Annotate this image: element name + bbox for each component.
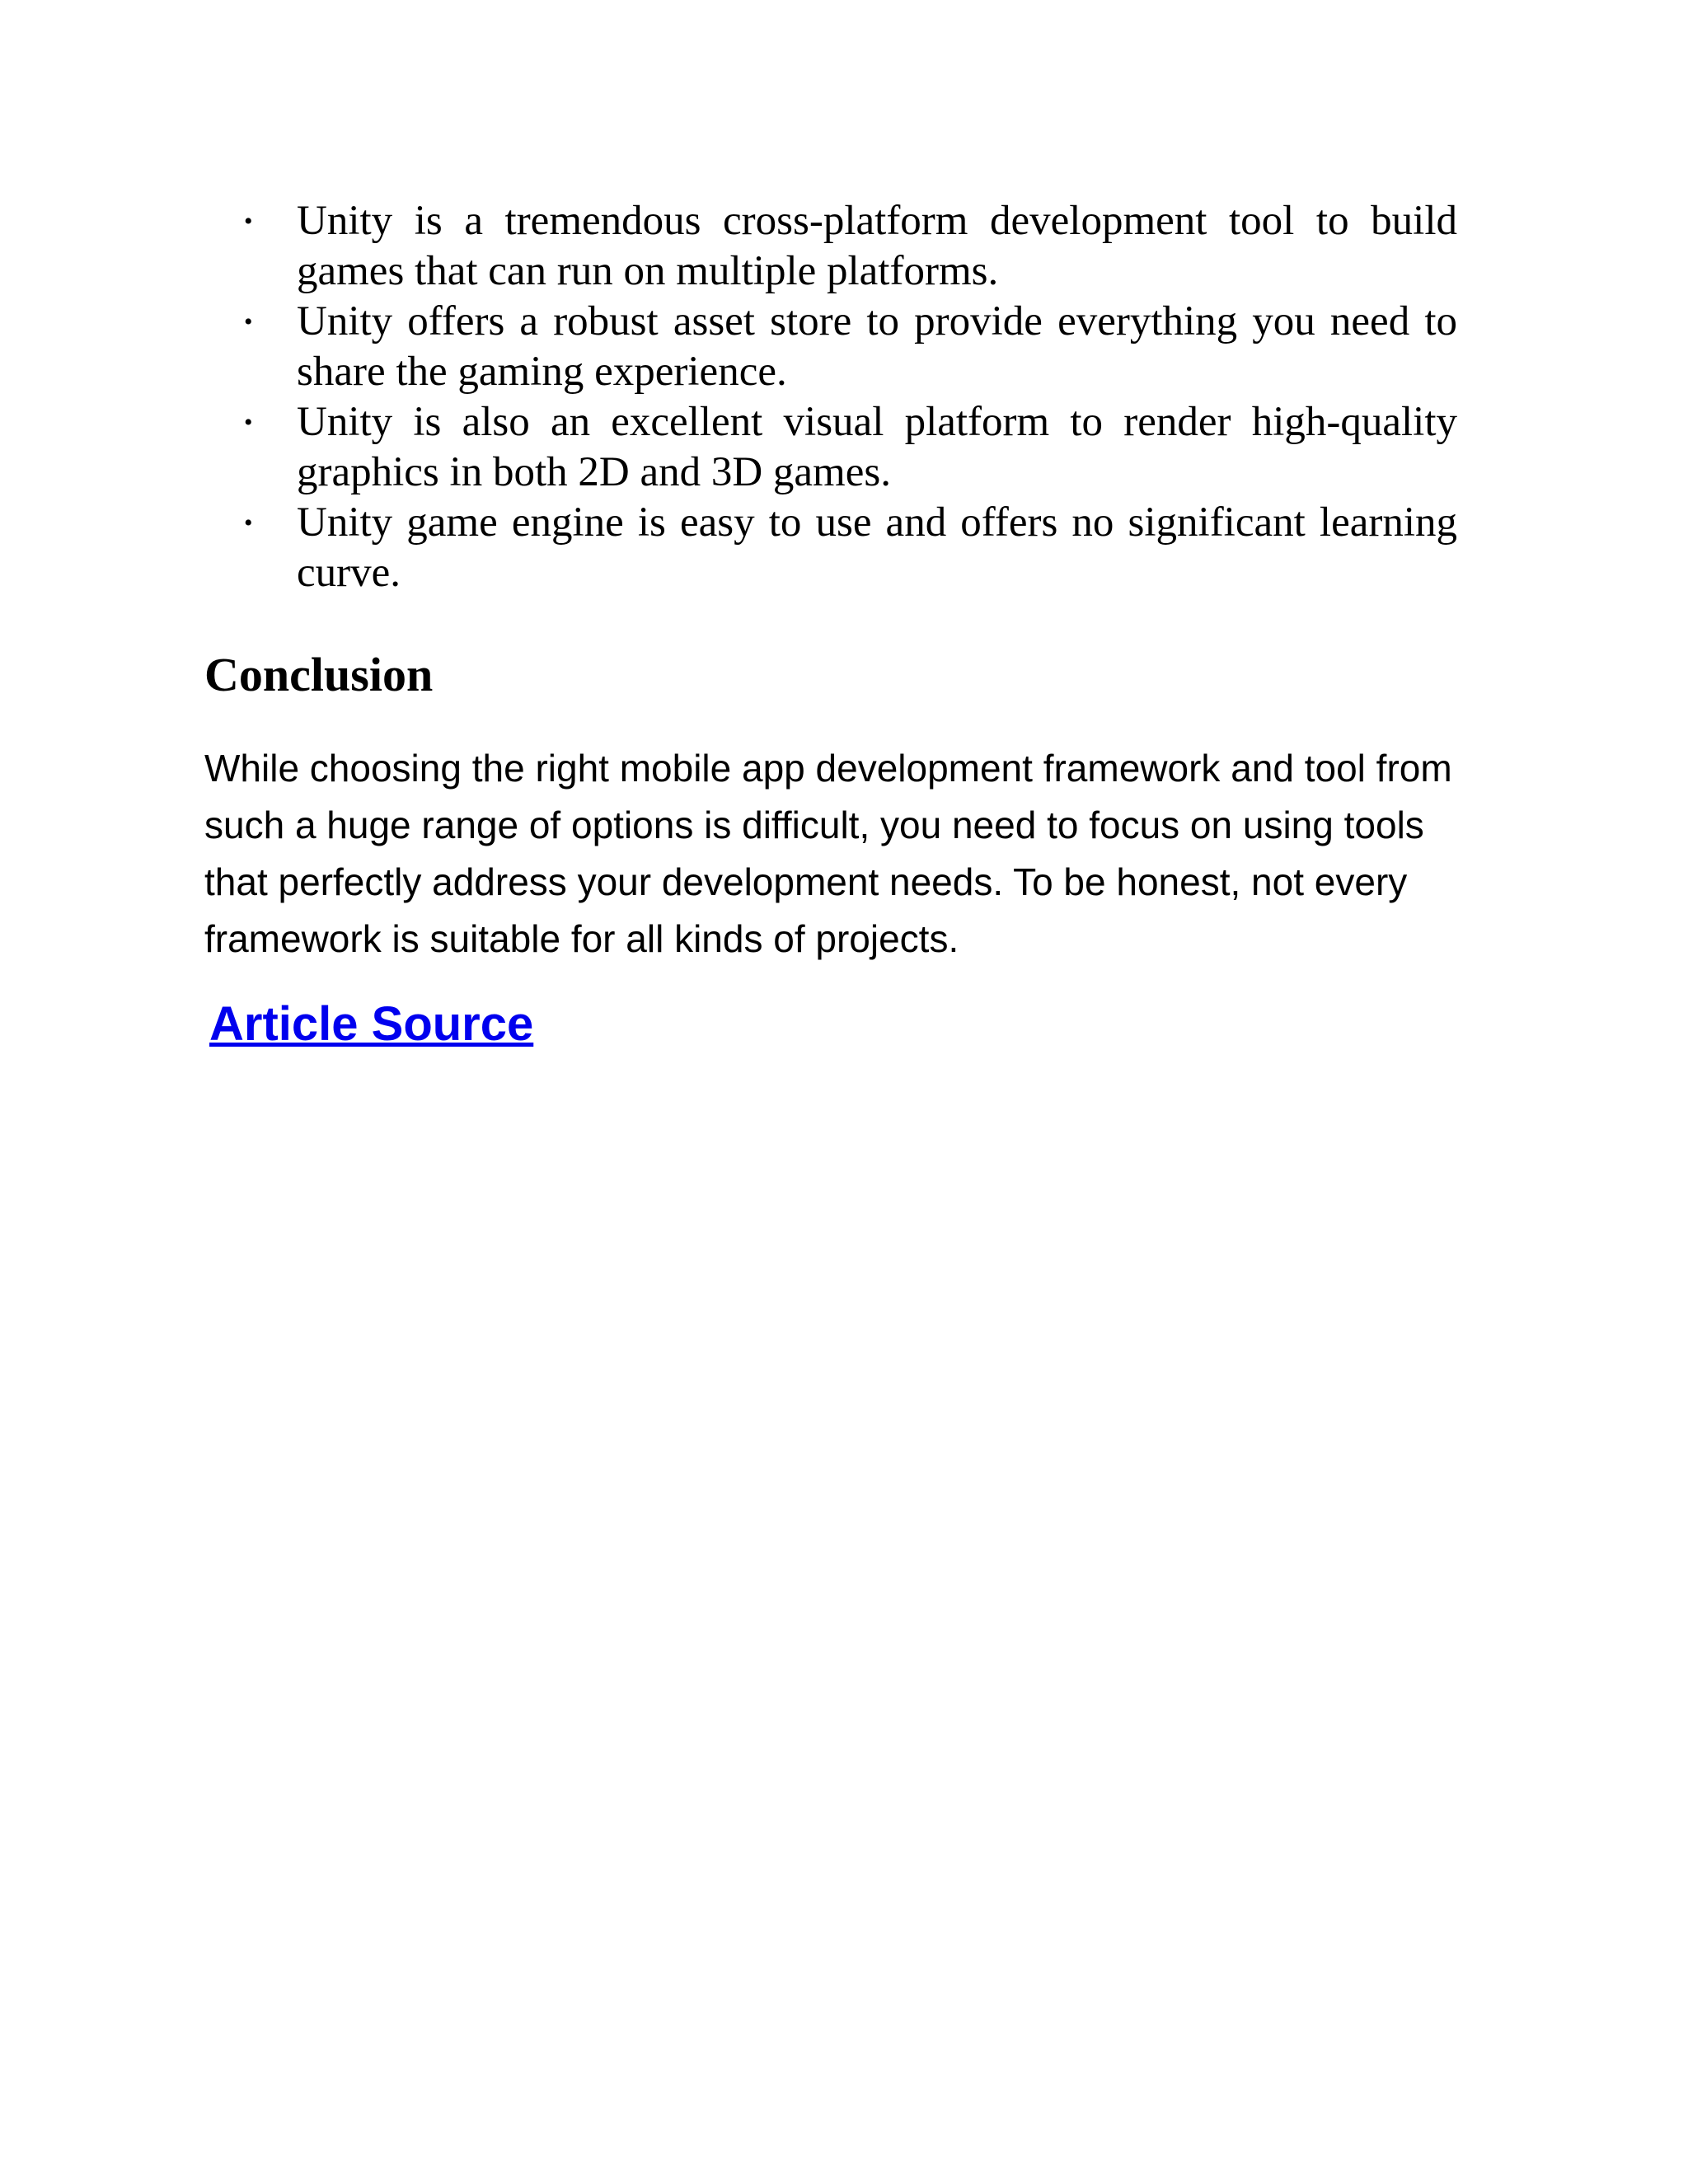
list-item-text: Unity offers a robust asset store to provide everything you need to share the gaming experience.	[297, 298, 1457, 395]
list-item-text: Unity is a tremendous cross-platform development tool to build games that can run on multiple platforms.	[297, 198, 1457, 294]
unity-benefits-list	[204, 196, 1457, 598]
list-item	[204, 297, 1457, 397]
bullet-icon: •	[244, 409, 253, 436]
bullet-icon: •	[244, 208, 253, 235]
list-item	[204, 196, 1457, 297]
article-source-link[interactable]: Article Source	[209, 997, 534, 1051]
bullet-icon: •	[244, 308, 253, 335]
list-item-text: Unity game engine is easy to use and offers no significant learning curve.	[297, 499, 1457, 596]
conclusion-heading: Conclusion	[204, 648, 434, 701]
conclusion-paragraph: While choosing the right mobile app development framework and tool from such a huge range of options is difficult, you need to focus on using tools that perfectly address your development needs. To be honest, not every framework is suitable for all kinds of projects.	[204, 747, 1452, 960]
list-item	[204, 397, 1457, 498]
bullet-icon: •	[244, 509, 253, 537]
list-item	[204, 498, 1457, 598]
list-item-text: Unity is also an excellent visual platform to render high-quality graphics in both 2D and 3D games.	[297, 399, 1457, 495]
